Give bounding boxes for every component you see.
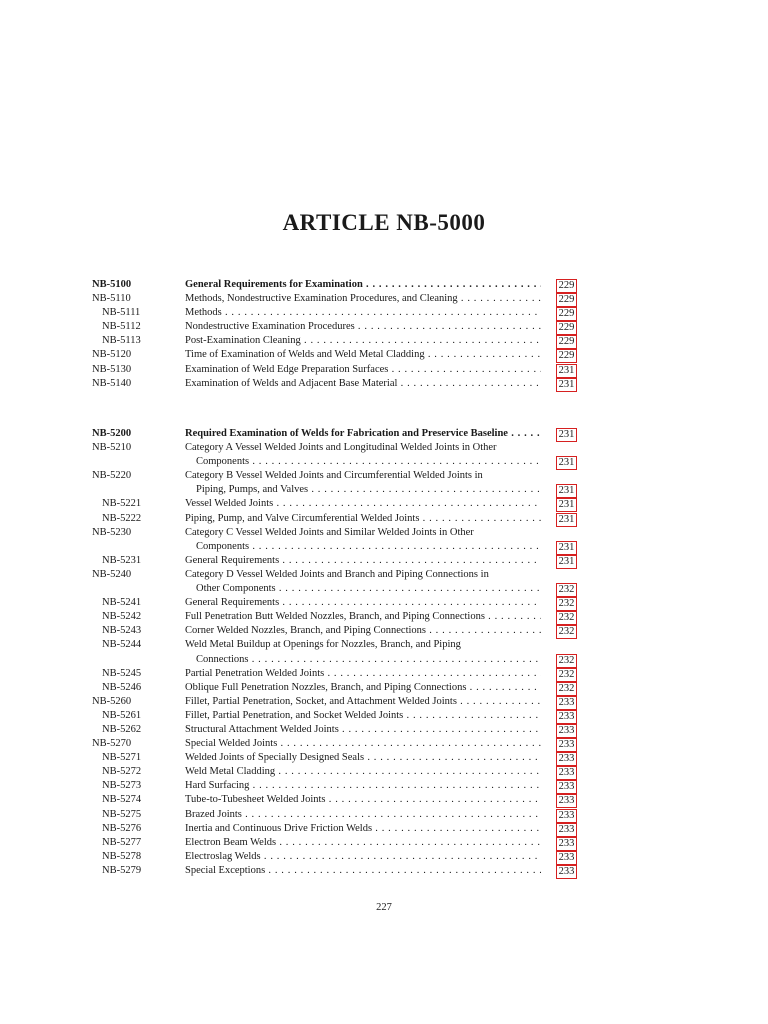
section-number: NB-5130 xyxy=(92,363,132,375)
section-number: NB-5140 xyxy=(92,377,132,389)
article-title: ARTICLE NB-5000 xyxy=(282,210,486,235)
section-number: NB-5244 xyxy=(102,639,142,651)
page-link[interactable]: 229 xyxy=(556,335,577,349)
section-number: NB-5242 xyxy=(102,611,142,623)
section-number: NB-5279 xyxy=(102,864,142,876)
entry-title: Methods . . . xyxy=(185,306,541,320)
section-number: NB-5231 xyxy=(102,554,142,566)
section-number: NB-5100 xyxy=(92,279,132,290)
page-link[interactable]: 229 xyxy=(556,307,577,321)
entry-title: Full Penetration Butt Welded Nozzles, Branch, and Piping Connections . . . xyxy=(185,610,541,624)
entry-title: Oblique Full Penetration Nozzles, Branch, and Piping Connections . . . xyxy=(185,681,541,695)
toc-entry xyxy=(92,709,576,723)
section-number: NB-5112 xyxy=(102,321,141,333)
page-link[interactable]: 232 xyxy=(556,682,577,696)
entry-title: Corner Welded Nozzles, Branch, and Piping Connections . . . xyxy=(185,624,541,638)
toc-entry xyxy=(92,512,576,526)
toc-entry xyxy=(92,836,576,850)
toc-entry xyxy=(92,469,576,497)
section-number: NB-5243 xyxy=(102,625,142,637)
section-number: NB-5220 xyxy=(92,470,132,482)
toc-entry xyxy=(92,793,576,807)
page-link[interactable]: 231 xyxy=(556,498,577,512)
page-link[interactable]: 231 xyxy=(556,428,577,442)
entry-title: Brazed Joints . . . xyxy=(185,808,541,822)
toc-entry xyxy=(92,779,576,793)
entry-title: Piping, Pump, and Valve Circumferential Welded Joints . . . xyxy=(185,512,541,526)
page-link[interactable]: 233 xyxy=(556,710,577,724)
entry-title: Fillet, Partial Penetration, and Socket Welded Joints . . . xyxy=(185,709,541,723)
entry-title-continued: Piping, Pumps, and Valves . . . xyxy=(196,483,541,497)
section-number: NB-5230 xyxy=(92,526,132,538)
entry-title: Post-Examination Cleaning . . . xyxy=(185,334,541,348)
toc-entry xyxy=(92,441,576,469)
section-number: NB-5111 xyxy=(102,307,141,319)
entry-title: Electron Beam Welds . . . xyxy=(185,836,541,850)
toc-entry xyxy=(92,638,576,666)
section-number: NB-5221 xyxy=(102,498,142,510)
section-number: NB-5277 xyxy=(102,836,142,848)
section-number: NB-5110 xyxy=(92,293,131,305)
section-number: NB-5274 xyxy=(102,794,142,806)
entry-title: Partial Penetration Welded Joints . . . xyxy=(185,667,541,681)
page-link[interactable]: 233 xyxy=(556,696,577,710)
entry-title: Special Exceptions . . . xyxy=(185,864,541,878)
entry-title: Category A Vessel Welded Joints and Longitudinal Welded Joints in Other xyxy=(185,442,497,454)
toc-section-5200 xyxy=(92,427,576,878)
page-link[interactable]: 229 xyxy=(556,321,577,335)
page-link[interactable]: 233 xyxy=(556,780,577,794)
section-number: NB-5273 xyxy=(102,780,142,792)
toc-entry xyxy=(92,737,576,751)
toc-entry xyxy=(92,695,576,709)
toc-entry xyxy=(92,568,576,596)
entry-title-continued: Other Components . . . xyxy=(196,582,541,596)
page-link[interactable]: 233 xyxy=(556,794,577,808)
page-link[interactable]: 233 xyxy=(556,865,577,879)
entry-title: Examination of Weld Edge Preparation Surfaces . . . xyxy=(185,363,541,377)
entry-title: Inertia and Continuous Drive Friction Welds . . . xyxy=(185,822,541,836)
page-link[interactable]: 229 xyxy=(556,293,577,307)
toc-entry xyxy=(92,377,576,391)
entry-title: General Requirements . . . xyxy=(185,554,541,568)
page-link[interactable]: 233 xyxy=(556,823,577,837)
entry-title: Time of Examination of Welds and Weld Metal Cladding . . . xyxy=(185,348,541,362)
section-number: NB-5278 xyxy=(102,850,142,862)
page-link[interactable]: 232 xyxy=(556,583,577,597)
entry-title: General Requirements for Examination . . . xyxy=(185,278,541,292)
page-link[interactable]: 233 xyxy=(556,809,577,823)
page-link[interactable]: 233 xyxy=(556,837,577,851)
toc-entry xyxy=(92,497,576,511)
section-number: NB-5260 xyxy=(92,695,132,707)
page-link[interactable]: 231 xyxy=(556,513,577,527)
section-number: NB-5272 xyxy=(102,766,142,778)
toc-entry xyxy=(92,667,576,681)
entry-title: Category C Vessel Welded Joints and Similar Welded Joints in Other xyxy=(185,526,474,538)
toc-entry xyxy=(92,822,576,836)
entry-title: Structural Attachment Welded Joints . . . xyxy=(185,723,541,737)
toc-entry xyxy=(92,554,576,568)
toc-entry xyxy=(92,596,576,610)
toc-entry xyxy=(92,320,576,334)
toc-entry xyxy=(92,306,576,320)
toc-entry xyxy=(92,292,576,306)
toc-entry xyxy=(92,681,576,695)
section-number: NB-5240 xyxy=(92,568,132,580)
entry-title: Special Welded Joints . . . xyxy=(185,737,541,751)
entry-title: Welded Joints of Specially Designed Seals . . . xyxy=(185,751,541,765)
page-link[interactable]: 231 xyxy=(556,555,577,569)
page-link[interactable]: 231 xyxy=(556,456,577,470)
entry-title: Electroslag Welds . . . xyxy=(185,850,541,864)
entry-title: Required Examination of Welds for Fabrication and Preservice Baseline . . . xyxy=(185,427,541,441)
section-number: NB-5222 xyxy=(102,512,142,524)
page-link[interactable]: 231 xyxy=(556,484,577,498)
toc-entry xyxy=(92,334,576,348)
entry-title: Nondestructive Examination Procedures . . . xyxy=(185,320,541,334)
entry-title: Category D Vessel Welded Joints and Branch and Piping Connections in xyxy=(185,568,489,580)
page-link[interactable]: 233 xyxy=(556,851,577,865)
entry-title: Category B Vessel Welded Joints and Circumferential Welded Joints in xyxy=(185,470,483,482)
page-link[interactable]: 232 xyxy=(556,611,577,625)
toc-entry xyxy=(92,765,576,779)
toc-section-5100 xyxy=(92,278,576,391)
section-number: NB-5210 xyxy=(92,442,132,454)
entry-title-continued: Components . . . xyxy=(196,455,541,469)
section-number: NB-5245 xyxy=(102,667,142,679)
page-link[interactable]: 233 xyxy=(556,752,577,766)
section-number: NB-5200 xyxy=(92,428,132,439)
section-number: NB-5246 xyxy=(102,681,142,693)
page-link[interactable]: 232 xyxy=(556,625,577,639)
section-number: NB-5275 xyxy=(102,808,142,820)
entry-title: Examination of Welds and Adjacent Base Material . . . xyxy=(185,377,541,391)
page-link[interactable]: 231 xyxy=(556,378,577,392)
entry-title: Weld Metal Cladding . . . xyxy=(185,765,541,779)
page-link[interactable]: 233 xyxy=(556,766,577,780)
page-link[interactable]: 229 xyxy=(556,279,577,293)
entry-title: Weld Metal Buildup at Openings for Nozzles, Branch, and Piping xyxy=(185,639,461,651)
entry-title: General Requirements . . . xyxy=(185,596,541,610)
section-number: NB-5270 xyxy=(92,738,132,750)
toc-entry xyxy=(92,723,576,737)
page-link[interactable]: 232 xyxy=(556,597,577,611)
toc-entry xyxy=(92,864,576,878)
page-link[interactable]: 232 xyxy=(556,668,577,682)
page-link[interactable]: 229 xyxy=(556,349,577,363)
toc-entry xyxy=(92,610,576,624)
section-number: NB-5120 xyxy=(92,349,132,361)
entry-title: Vessel Welded Joints . . . xyxy=(185,497,541,511)
toc-entry xyxy=(92,751,576,765)
entry-title-continued: Connections . . . xyxy=(196,653,541,667)
toc-entry xyxy=(92,808,576,822)
section-number: NB-5271 xyxy=(102,752,142,764)
entry-title: Fillet, Partial Penetration, Socket, and Attachment Welded Joints . . . xyxy=(185,695,541,709)
toc-entry xyxy=(92,278,576,292)
entry-title-continued: Components . . . xyxy=(196,540,541,554)
page-link[interactable]: 233 xyxy=(556,738,577,752)
toc-entry xyxy=(92,624,576,638)
page-link[interactable]: 231 xyxy=(556,541,577,555)
entry-title: Tube-to-Tubesheet Welded Joints . . . xyxy=(185,793,541,807)
page-link[interactable]: 233 xyxy=(556,724,577,738)
page-number: 227 xyxy=(376,902,392,913)
section-number: NB-5241 xyxy=(102,597,142,609)
section-number: NB-5113 xyxy=(102,335,141,347)
toc-entry xyxy=(92,348,576,362)
entry-title: Methods, Nondestructive Examination Procedures, and Cleaning . . . xyxy=(185,292,541,306)
entry-title: Hard Surfacing . . . xyxy=(185,779,541,793)
section-number: NB-5262 xyxy=(102,723,142,735)
toc-entry xyxy=(92,363,576,377)
page-link[interactable]: 232 xyxy=(556,654,577,668)
page-link[interactable]: 231 xyxy=(556,364,577,378)
section-number: NB-5261 xyxy=(102,709,142,721)
toc-entry xyxy=(92,427,576,441)
toc-entry xyxy=(92,850,576,864)
toc-entry xyxy=(92,526,576,554)
section-number: NB-5276 xyxy=(102,822,142,834)
